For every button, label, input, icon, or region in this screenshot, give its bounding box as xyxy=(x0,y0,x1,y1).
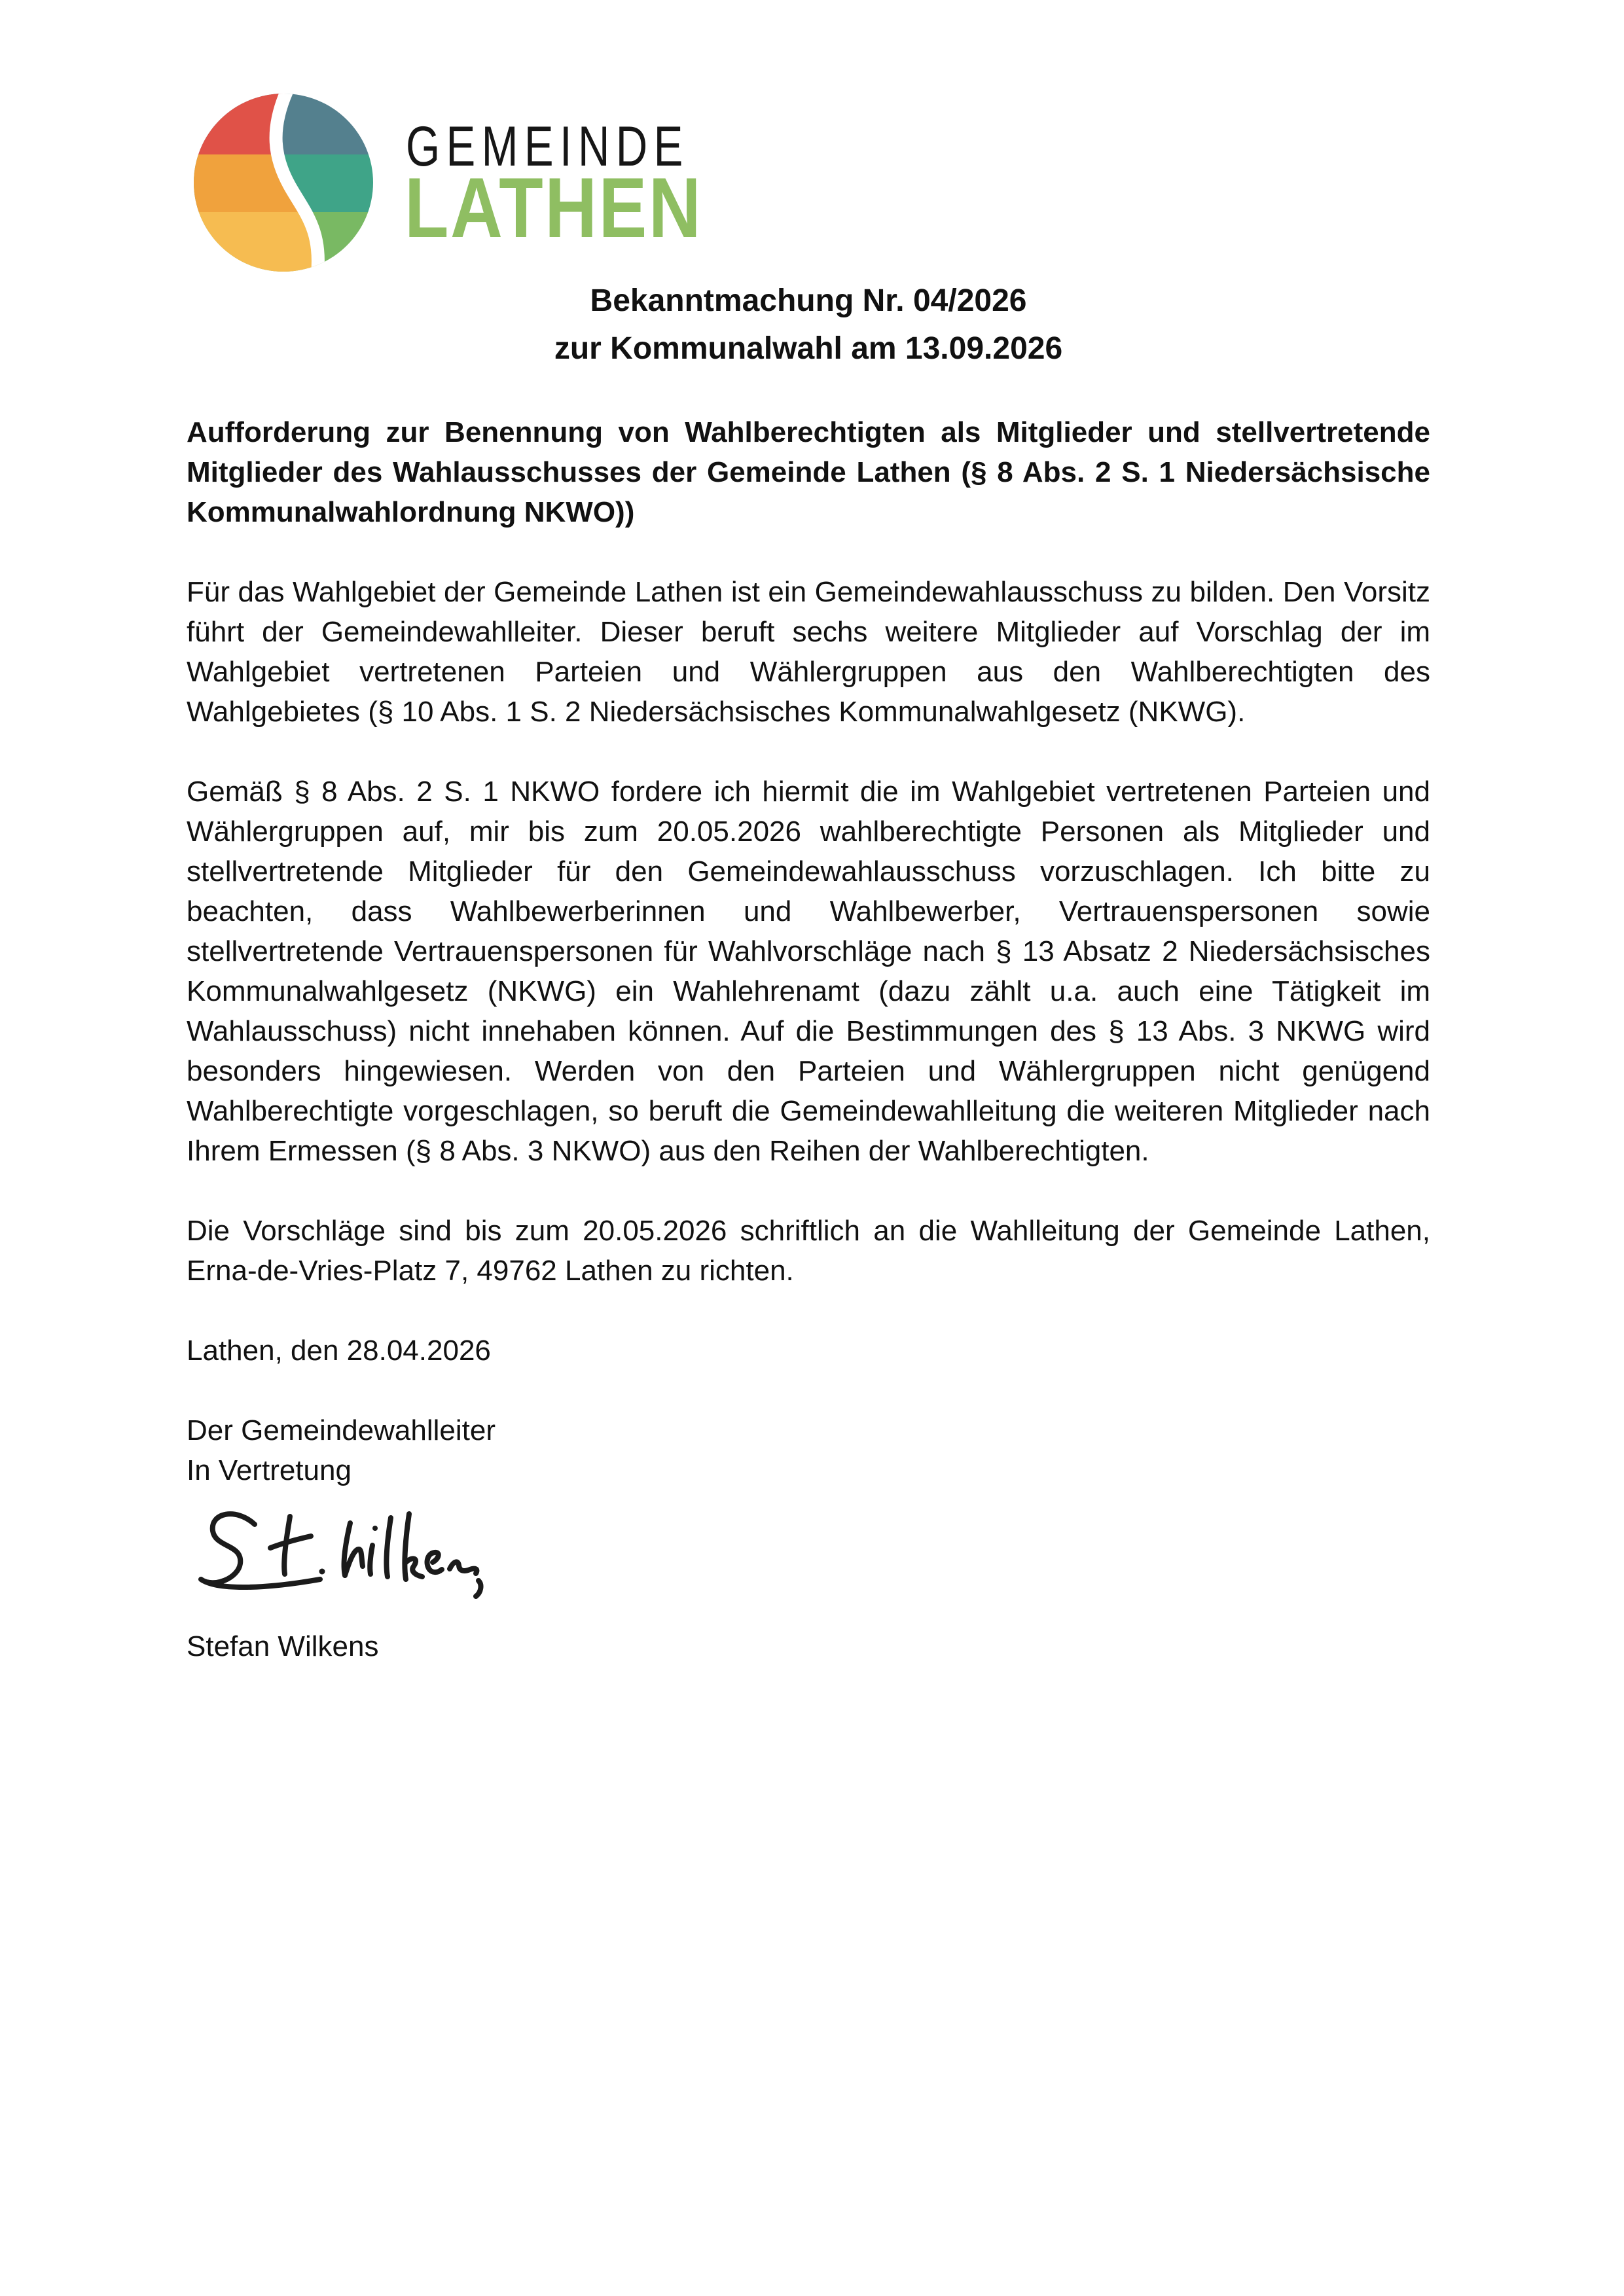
signoff-block xyxy=(187,1410,1430,1490)
body-paragraph-3: Die Vorschläge sind bis zum 20.05.2026 schriftlich an die Wahlleitung der Gemeinde Lathen, Erna-de-Vries-Platz 7, 49762 Lathen zu richten. xyxy=(187,1215,1430,1287)
date-line: Lathen, den 28.04.2026 xyxy=(187,1335,491,1367)
handwritten-signature-icon xyxy=(187,1506,488,1604)
document-body xyxy=(187,0,1430,1666)
printed-name: Stefan Wilkens xyxy=(187,1630,379,1662)
announcement-title-line2: zur Kommunalwahl am 13.09.2026 xyxy=(554,331,1063,366)
subject-paragraph: Aufforderung zur Benennung von Wahlberechtigten als Mitglieder und stellvertretende Mitglieder des Wahlausschusses der Gemeinde Lathen (§ 8 Abs. 2 S. 1 Niedersächsische Kommunalwahlordnung NKWO)) xyxy=(187,416,1430,528)
logo-wordmark-gemeinde: GEMEINDE xyxy=(406,115,689,178)
body-paragraph-1: Für das Wahlgebiet der Gemeinde Lathen ist ein Gemeindewahlausschuss zu bilden. Den Vorsitz führt der Gemeindewahlleiter. Dieser beruft sechs weitere Mitglieder auf Vorschlag der im Wahlgebiet vertretenen Parteien und Wählergruppen aus den Wahlberechtigten des Wahlgebietes (§ 10 Abs. 1 S. 2 Niedersächsisches Kommunalwahlgesetz (NKWG). xyxy=(187,576,1430,728)
body-paragraph-2: Gemäß § 8 Abs. 2 S. 1 NKWO fordere ich hiermit die im Wahlgebiet vertretenen Parteien und Wählergruppen auf, mir bis zum 20.05.2026 wahlberechtigte Personen als Mitglieder und stellvertretende Mitglieder für den Gemeindewahlausschuss vorzuschlagen. Ich bitte zu beachten, dass Wahlbewerberinnen und Wahlbewerber, Vertrauenspersonen sowie stellvertretende Vertrauenspersonen für Wahlvorschläge nach § 13 Absatz 2 Niedersächsisches Kommunalwahlgesetz (NKWG) ein Wahlehrenamt (dazu zählt u.a. auch eine Tätigkeit im Wahlausschuss) nicht innehaben können. Auf die Bestimmungen des § 13 Abs. 3 NKWG wird besonders hingewiesen. Werden von den Parteien und Wählergruppen nicht genügend Wahlberechtigte vorgeschlagen, so beruft die Gemeindewahlleitung die weiteren Mitglieder nach Ihrem Ermessen (§ 8 Abs. 3 NKWO) aus den Reihen der Wahlberechtigten. xyxy=(187,776,1430,1167)
signoff-representation: In Vertretung xyxy=(187,1454,352,1486)
announcement-title xyxy=(187,277,1430,372)
signoff-role: Der Gemeindewahlleiter xyxy=(187,1414,496,1446)
logo-wordmark-lathen: LATHEN xyxy=(405,160,703,255)
announcement-title-line1: Bekanntmachung Nr. 04/2026 xyxy=(590,283,1027,318)
